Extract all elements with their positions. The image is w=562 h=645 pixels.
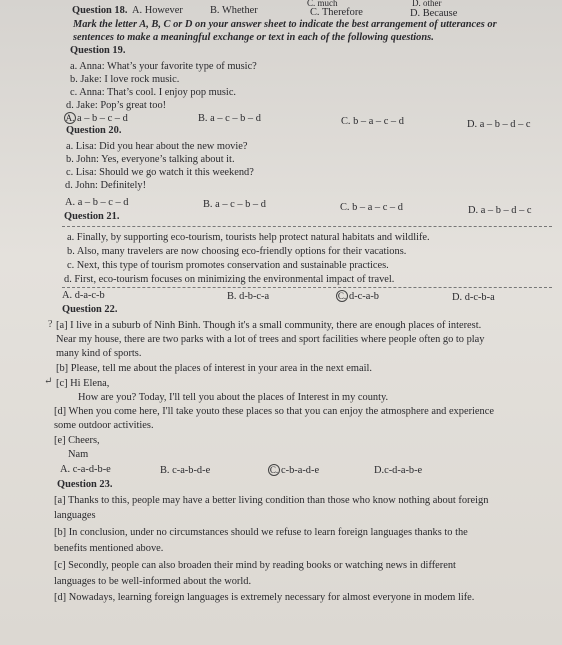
q21-option-d: D. d-c-b-a: [452, 292, 495, 303]
q20-option-c: C. b – a – c – d: [340, 202, 403, 213]
q21-line-b: b. Also, many travelers are now choosing eco-friendly options for their vacations.: [67, 246, 407, 257]
q22-line-6: How are you? Today, I'll tell you about the places of Interest in my county.: [78, 392, 389, 403]
q21-line-c: c. Next, this type of tourism promotes conservation and sustainable practices.: [67, 260, 389, 271]
q19-option-b: B. a – c – b – d: [198, 113, 261, 124]
q22-option-c-text: c-b-a-d-e: [281, 465, 320, 476]
q23-line-2: languages: [54, 510, 96, 521]
q18-above-option-c: C. much: [307, 0, 338, 8]
q21-line-d: d. First, eco-tourism focuses on minimizing the environmental impact of travel.: [64, 274, 395, 285]
q22-option-b: B. c-a-b-d-e: [160, 465, 211, 476]
q19-option-c: C. b – a – c – d: [341, 116, 404, 127]
q20-option-a: A. a – b – c – d: [65, 197, 129, 208]
q20-line-d: d. John: Definitely!: [65, 180, 147, 191]
q22-option-a: A. c-a-d-b-e: [60, 464, 111, 475]
q22-line-8: some outdoor activities.: [54, 420, 154, 431]
q22-line-5: [c] Hi Elena,: [56, 378, 110, 389]
q18-option-c: C. Therefore: [310, 7, 363, 18]
q20-label: Question 20.: [66, 125, 122, 136]
q22-line-2: Near my house, there are two parks with a lot of trees and sport facilities where people often go to play: [56, 334, 485, 345]
q21-dashed-rule-top: [62, 226, 552, 227]
q23-line-5: [c] Secondly, people can also broaden their mind by reading books or watching news in different: [54, 560, 456, 571]
q19-option-d: D. a – b – d – c: [467, 119, 531, 130]
q23-line-1: [a] Thanks to this, people may have a better living condition than those who know nothing about foreign: [54, 495, 489, 506]
q20-line-c: c. Lisa: Should we go watch it this weekend?: [66, 167, 254, 178]
q21-dashed-rule-bottom: [62, 287, 552, 288]
q22-line-9: [e] Cheers,: [54, 435, 100, 446]
handwritten-question-mark: ?: [48, 319, 53, 330]
q22-line-4: [b] Please, tell me about the places of interest in your area in the next email.: [56, 363, 372, 374]
q19-line-c: c. Anna: That’s cool. I enjoy pop music.: [70, 87, 237, 98]
q23-line-4: benefits mentioned above.: [54, 543, 164, 554]
q23-line-3: [b] In conclusion, under no circumstances should we refuse to learn foreign languages thanks to the: [54, 527, 468, 538]
q19-option-a-text: a – b – c – d: [77, 113, 128, 124]
q18-option-d: D. Because: [410, 8, 458, 19]
q23-line-7: [d] Nowadays, learning foreign languages is extremely necessary for almost everyone in modem life.: [54, 592, 475, 603]
q22-option-c: [268, 464, 319, 477]
q18-option-a: A. However: [132, 5, 183, 16]
q19-line-d: d. Jake: Pop’s great too!: [66, 100, 167, 111]
q21-option-a: A. d-a-c-b: [62, 290, 105, 301]
q20-line-a: a. Lisa: Did you hear about the new movie?: [66, 141, 248, 152]
q20-option-b: B. a – c – b – d: [203, 199, 266, 210]
q18-label: Question 18.: [72, 5, 128, 16]
q22-label: Question 22.: [62, 304, 118, 315]
q20-line-b: b. John: Yes, everyone’s talking about it.: [66, 154, 235, 165]
q18-option-b: B. Whether: [210, 5, 258, 16]
q22-line-3: many kind of sports.: [56, 348, 142, 359]
q19-label: Question 19.: [70, 45, 126, 56]
q22-option-c-circle-mark: C.: [269, 465, 279, 475]
q22-line-7: [d] When you come here, I'll take youto these places so that you can enjoy the atmosphere and experience: [54, 406, 494, 417]
q21-option-c-text: d-c-a-b: [349, 291, 379, 302]
q19-line-a: a. Anna: What’s your favorite type of music?: [70, 61, 257, 72]
q22-option-d: D.c-d-a-b-e: [374, 465, 423, 476]
q21-option-b: B. d-b-c-a: [227, 291, 270, 302]
q22-line-1: [a] I live in a suburb of Ninh Binh. Though it's a small community, there are enough places of interest.: [56, 320, 482, 331]
q21-option-c: [336, 290, 379, 303]
handwritten-arrow-mark: ↵: [44, 376, 53, 387]
q23-label: Question 23.: [57, 479, 113, 490]
instruction-line-1: Mark the letter A, B, C or D on your answer sheet to indicate the best arrangement of utterances or: [73, 19, 497, 30]
instruction-line-2: sentences to make a meaningful exchange or text in each of the following questions.: [73, 32, 434, 43]
q19-line-b: b. Jake: I love rock music.: [70, 74, 180, 85]
q23-line-6: languages to be well-informed about the world.: [54, 576, 252, 587]
q21-line-a: a. Finally, by supporting eco-tourism, tourists help protect natural habitats and wildlife.: [67, 232, 430, 243]
q22-line-10: Nam: [68, 449, 89, 460]
q21-option-c-circle-mark: C.: [337, 291, 347, 301]
q19-option-a: [64, 112, 128, 125]
q18-above-option-d: D. other: [412, 0, 442, 8]
q21-label: Question 21.: [64, 211, 120, 222]
q20-option-d: D. a – b – d – c: [468, 205, 532, 216]
q19-option-a-circle-mark: A.: [65, 113, 75, 123]
